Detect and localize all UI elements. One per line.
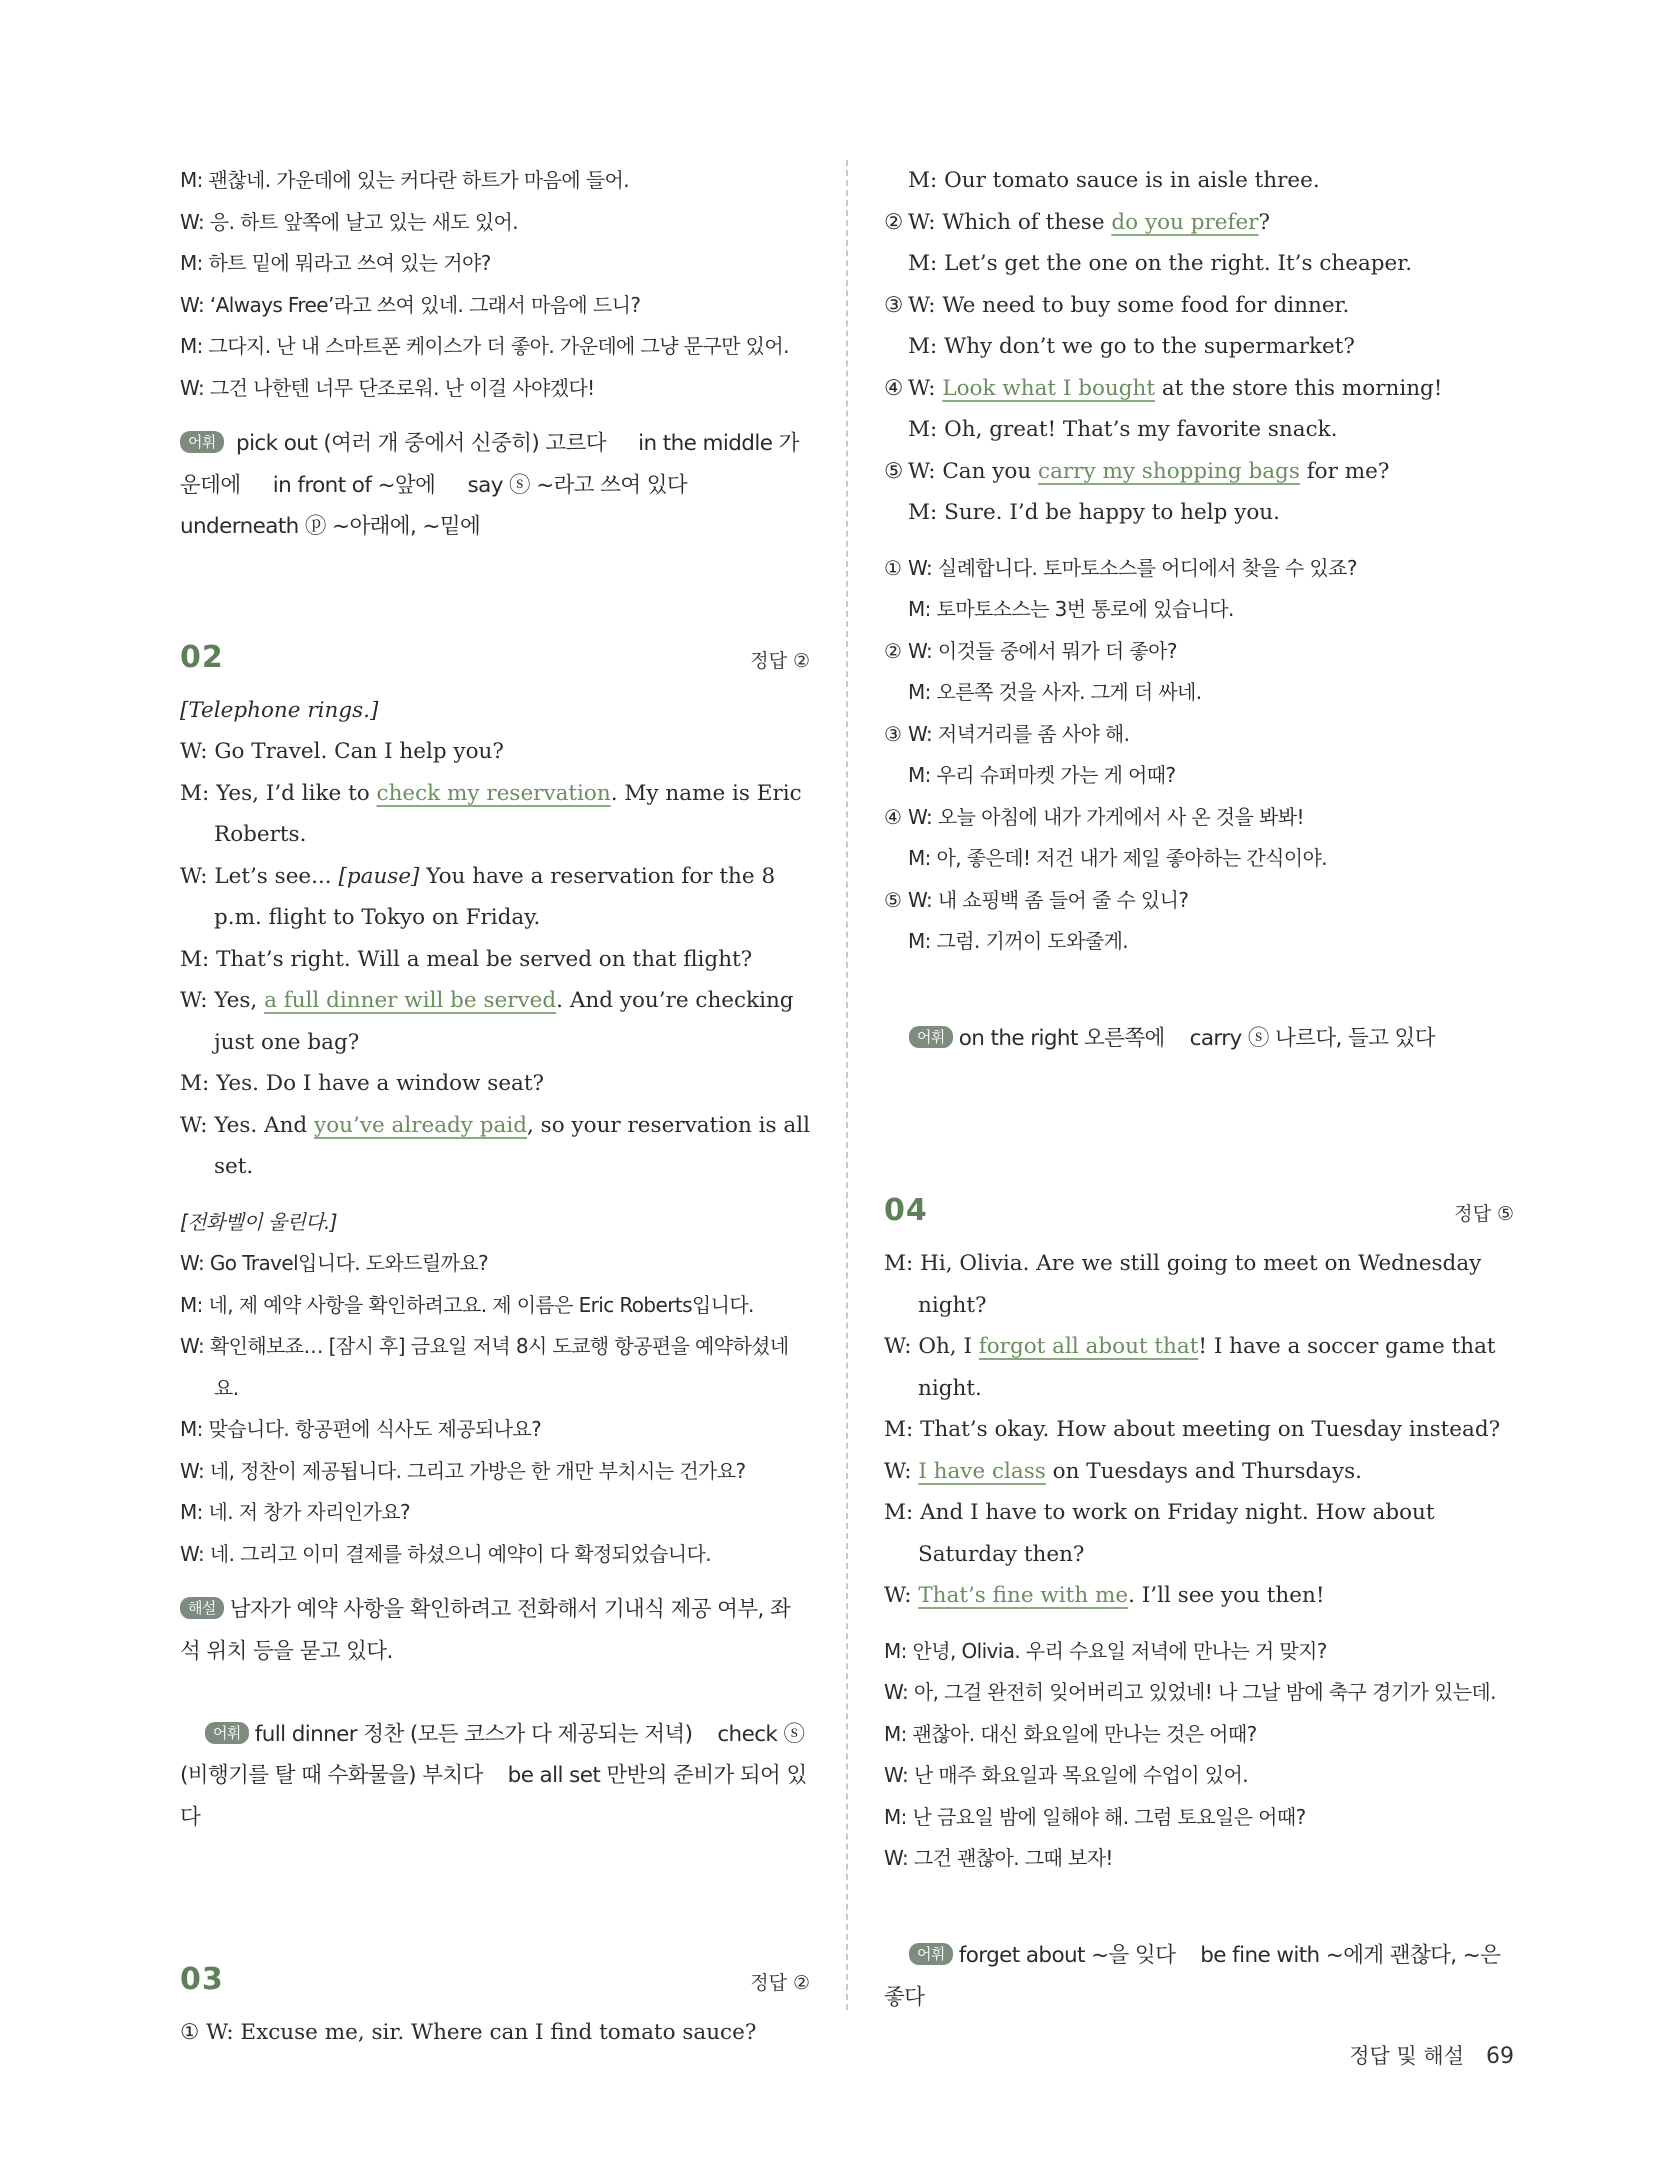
dialogue-text: Let’s see... xyxy=(214,863,339,889)
speaker-label: M: xyxy=(180,780,217,806)
vocab-note-01 xyxy=(180,423,810,548)
dialogue-line xyxy=(180,773,810,856)
dialogue-line xyxy=(884,589,1514,631)
dialogue-text: Yes. Do I have a window seat? xyxy=(216,1071,545,1096)
column-divider xyxy=(846,160,848,2010)
dialogue-text: Yes. And xyxy=(214,1112,315,1138)
vocab-badge: 어휘 xyxy=(205,1722,249,1744)
item-number: ③ xyxy=(884,292,904,318)
dialogue-text: Can you xyxy=(942,458,1039,484)
english-dialogue-03 xyxy=(884,160,1514,534)
english-dialogue-02 xyxy=(180,731,810,1188)
dialogue-text: W: 내 쇼핑백 좀 들어 줄 수 있니? xyxy=(908,887,1189,912)
dialogue-line xyxy=(884,243,1514,285)
dialogue-text: for me? xyxy=(1299,458,1390,484)
korean-dialogue-02 xyxy=(180,1243,810,1575)
korean-dialogue-03 xyxy=(884,548,1514,963)
dialogue-line: M: 맞습니다. 항공편에 식사도 제공되나요? xyxy=(180,1417,542,1441)
dialogue-line xyxy=(884,880,1514,922)
vocab-note-04 xyxy=(884,1894,1514,2060)
dialogue-text: ! I have a soccer game that night. xyxy=(918,1334,1496,1401)
dialogue-line: M: 네, 제 예약 사항을 확인하려고요. 제 이름은 Eric Roberts입니다. xyxy=(180,1292,754,1317)
dialogue-line xyxy=(884,368,1514,410)
dialogue-line xyxy=(884,797,1514,839)
item-number: ③ xyxy=(884,721,902,746)
dialogue-text: . And you’re checking just one bag? xyxy=(214,988,794,1055)
vocab-note-02 xyxy=(180,1672,810,1880)
dialogue-text: Our tomato sauce is in aisle three. xyxy=(944,168,1320,193)
dictation-blank: a full dinner will be served xyxy=(264,988,557,1013)
dialogue-text: Yes, xyxy=(214,988,265,1013)
dialogue-text: ? xyxy=(1258,209,1270,235)
dialogue-line: W: 난 매주 화요일과 목요일에 수업이 있어. xyxy=(884,1763,1248,1787)
speaker-label: W: xyxy=(180,739,215,764)
dialogue-line xyxy=(884,285,1514,327)
dialogue-text: , so your reservation is all set. xyxy=(214,1112,810,1179)
dialogue-line: ① W: Excuse me, sir. Where can I find tomato sauce? xyxy=(180,2019,757,2045)
speaker-label: M: xyxy=(908,168,945,193)
dialogue-line: M: 괜찮아. 대신 화요일에 만나는 것은 어때? xyxy=(884,1721,1257,1746)
answer-label: 정답 ② xyxy=(750,1971,810,1994)
dialogue-line xyxy=(180,939,810,981)
dialogue-line xyxy=(884,755,1514,797)
dialogue-line xyxy=(180,980,810,1063)
item-number: ① xyxy=(884,555,902,580)
dialogue-line: W: ‘Always Free’라고 쓰여 있네. 그래서 마음에 드니? xyxy=(180,292,641,317)
dialogue-line: W: 응. 하트 앞쪽에 날고 있는 새도 있어. xyxy=(180,209,519,234)
dialogue-line: W: Go Travel입니다. 도와드릴까요? xyxy=(180,1251,489,1275)
stage-direction: [Telephone rings.] xyxy=(180,697,379,723)
section-number: 02 xyxy=(180,639,224,675)
dialogue-text: W: 실례합니다. 토마토소스를 어디에서 찾을 수 있죠? xyxy=(908,555,1357,580)
dialogue-line xyxy=(884,1326,1514,1409)
vocab-text: on the right 오른쪽에 carry ⓢ 나르다, 들고 있다 xyxy=(958,1026,1435,1051)
dictation-blank: carry my shopping bags xyxy=(1038,458,1300,484)
answer-label: 정답 ② xyxy=(750,649,810,672)
dialogue-line xyxy=(180,1105,810,1188)
speaker-label: M: xyxy=(908,417,945,442)
dialogue-line xyxy=(884,451,1514,493)
dialogue-text: at the store this morning! xyxy=(1155,375,1443,401)
explanation-badge: 해설 xyxy=(180,1597,224,1619)
speaker-label: W: xyxy=(884,1334,919,1359)
dialogue-line xyxy=(884,326,1514,368)
page-footer xyxy=(1349,2040,1514,2070)
dialogue-line xyxy=(884,160,1514,202)
dialogue-text: Which of these xyxy=(942,209,1112,235)
dialogue-line: W: 네, 정찬이 제공됩니다. 그리고 가방은 한 개만 부치시는 건가요? xyxy=(180,1458,746,1483)
dialogue-text: You have a reservation for the 8 p.m. flight to Tokyo on Friday. xyxy=(214,863,776,930)
page-number: 69 xyxy=(1486,2044,1514,2069)
dictation-blank: Look what I bought xyxy=(942,375,1156,401)
dialogue-text: W: 저녁거리를 좀 사야 해. xyxy=(908,721,1130,746)
dialogue-line: W: 그건 나한텐 너무 단조로워. 난 이걸 사야겠다! xyxy=(180,375,595,400)
dialogue-text: W: 이것들 중에서 뭐가 더 좋아? xyxy=(908,638,1177,663)
dialogue-line xyxy=(884,1451,1514,1493)
dialogue-line: M: 하트 밑에 뭐라고 쓰여 있는 거야? xyxy=(180,251,491,275)
speaker-label: W: xyxy=(180,863,215,889)
dialogue-line: W: 네. 그리고 이미 결제를 하셨으니 예약이 다 확정되었습니다. xyxy=(180,1541,711,1566)
dialogue-text: W: 오늘 아침에 내가 가게에서 사 온 것을 봐봐! xyxy=(908,804,1304,829)
speaker-label: M: xyxy=(180,1071,217,1096)
dialogue-line xyxy=(180,731,810,773)
item-number: ② xyxy=(884,638,902,663)
dialogue-line xyxy=(884,714,1514,756)
footer-label: 정답 및 해설 xyxy=(1349,2044,1464,2068)
dialogue-text: Oh, I xyxy=(918,1334,979,1359)
dictation-blank: forgot all about that xyxy=(978,1334,1199,1359)
speaker-label: W: xyxy=(180,1112,215,1138)
section-number: 04 xyxy=(884,1193,928,1228)
dialogue-text: . I’ll see you then! xyxy=(1128,1583,1325,1608)
item-number: ⑤ xyxy=(884,458,904,484)
english-dialogue-04 xyxy=(884,1243,1514,1617)
vocab-item: say ⓢ ~라고 쓰여 있다 xyxy=(467,472,688,498)
korean-stage-direction: [전화벨이 울린다.] xyxy=(180,1209,337,1234)
vocab-note-03 xyxy=(884,977,1514,1102)
vocab-badge: 어휘 xyxy=(909,1943,953,1965)
vocab-item: in front of ~앞에 xyxy=(272,472,436,498)
dialogue-text: Sure. I’d be happy to help you. xyxy=(944,500,1280,525)
korean-dialogue-01 xyxy=(180,160,810,409)
dialogue-text: on Tuesdays and Thursdays. xyxy=(1045,1458,1363,1484)
speaker-label: M: xyxy=(908,334,945,359)
dialogue-text: M: 아, 좋은데! 저건 내가 제일 좋아하는 간식이야. xyxy=(908,846,1327,870)
vocab-text: full dinner 정찬 (모든 코스가 다 제공되는 저녁) check ⓢ (비행기를 탈 때 수화물을) 부치다 be all set 만반의 준비가 되어 있다 xyxy=(180,1721,811,1830)
dialogue-line: W: 아, 그걸 완전히 잊어버리고 있었네! 나 그날 밤에 축구 경기가 있는데. xyxy=(884,1680,1496,1704)
dialogue-text: We need to buy some food for dinner. xyxy=(942,292,1350,318)
answer-label: 정답 ⑤ xyxy=(1454,1203,1514,1225)
item-number: ② xyxy=(884,209,904,235)
vocab-item: underneath ⓟ ~아래에, ~밑에 xyxy=(180,514,481,539)
dialogue-line xyxy=(884,1492,1514,1575)
dialogue-line xyxy=(884,202,1514,244)
dialogue-line xyxy=(884,631,1514,673)
right-column xyxy=(884,160,1514,2060)
speaker-label: W: xyxy=(908,292,943,318)
speaker-label: M: xyxy=(180,946,217,972)
dialogue-line xyxy=(884,1575,1514,1617)
speaker-label: W: xyxy=(180,988,215,1013)
left-column xyxy=(180,160,810,2053)
dialogue-text: M: 오른쪽 것을 사자. 그게 더 싸네. xyxy=(908,680,1202,704)
dialogue-text: Yes, I’d like to xyxy=(216,780,377,806)
dialogue-line: M: 안녕, Olivia. 우리 수요일 저녁에 만나는 거 맞지? xyxy=(884,1638,1327,1663)
dialogue-line xyxy=(180,1063,810,1105)
vocab-item: pick out (여러 개 중에서 신중히) 고르다 xyxy=(236,431,606,456)
speaker-label: W: xyxy=(884,1583,919,1608)
dialogue-text: That’s right. Will a meal be served on that flight? xyxy=(216,946,753,972)
dialogue-line xyxy=(884,409,1514,451)
dialogue-text: Oh, great! That’s my favorite snack. xyxy=(944,417,1338,442)
speaker-label: W: xyxy=(908,375,943,401)
speaker-label: W: xyxy=(908,209,943,235)
dialogue-line xyxy=(884,838,1514,880)
dialogue-text: . My name is Eric Roberts. xyxy=(214,780,802,847)
speaker-label: M: xyxy=(908,500,945,525)
dialogue-text: Hi, Olivia. Are we still going to meet on Wednesday night? xyxy=(918,1251,1482,1318)
dictation-blank: check my reservation xyxy=(376,780,611,806)
korean-dialogue-04 xyxy=(884,1631,1514,1880)
explanation-text: 남자가 예약 사항을 확인하려고 전화해서 기내식 제공 여부, 좌석 위치 등을 묻고 있다. xyxy=(180,1597,791,1664)
section-header-04 xyxy=(884,1183,1514,1243)
dialogue-text: Let’s get the one on the right. It’s cheaper. xyxy=(944,251,1413,276)
dictation-blank: do you prefer xyxy=(1111,209,1259,235)
section-header-03 xyxy=(180,1952,810,2012)
dialogue-line xyxy=(884,672,1514,714)
item-number: ④ xyxy=(884,804,902,829)
speaker-label: M: xyxy=(884,1251,921,1276)
item-number: ④ xyxy=(884,375,904,401)
dialogue-line xyxy=(884,1243,1514,1326)
speaker-label: M: xyxy=(884,1417,921,1442)
dialogue-text: And I have to work on Friday night. How about Saturday then? xyxy=(918,1500,1435,1567)
dictation-blank: you’ve already paid xyxy=(314,1112,527,1138)
dialogue-line xyxy=(884,492,1514,534)
item-number: ⑤ xyxy=(884,887,902,912)
dialogue-text: Why don’t we go to the supermarket? xyxy=(944,334,1355,359)
dialogue-line xyxy=(884,921,1514,963)
stage-direction: [pause] xyxy=(338,863,420,889)
dictation-blank: That’s fine with me xyxy=(918,1583,1129,1608)
vocab-text: forget about ~을 잊다 be fine with ~에게 괜찮다, ~은 좋다 xyxy=(884,1943,1507,2010)
section-header-02 xyxy=(180,630,810,690)
speaker-label: M: xyxy=(884,1500,921,1525)
explanation-note-02 xyxy=(180,1589,810,1672)
dialogue-line xyxy=(180,856,810,939)
dictation-blank: I have class xyxy=(918,1458,1046,1484)
dialogue-text: Go Travel. Can I help you? xyxy=(214,739,504,764)
speaker-label: M: xyxy=(908,251,945,276)
dialogue-text: That’s okay. How about meeting on Tuesday instead? xyxy=(920,1417,1501,1442)
dialogue-text: M: 그럼. 기꺼이 도와줄게. xyxy=(908,929,1129,953)
dialogue-text: M: 토마토소스는 3번 통로에 있습니다. xyxy=(908,597,1234,621)
dialogue-line: W: 그건 괜찮아. 그때 보자! xyxy=(884,1846,1113,1870)
vocab-badge: 어휘 xyxy=(180,431,224,453)
dialogue-line: M: 네. 저 창가 자리인가요? xyxy=(180,1500,411,1524)
section-number: 03 xyxy=(180,1961,224,1997)
dialogue-line xyxy=(884,548,1514,590)
dialogue-line: M: 그다지. 난 내 스마트폰 케이스가 더 좋아. 가운데에 그냥 문구만 있어. xyxy=(180,334,789,358)
dialogue-line xyxy=(884,1409,1514,1451)
dialogue-line: M: 난 금요일 밤에 일해야 해. 그럼 토요일은 어때? xyxy=(884,1804,1306,1829)
dialogue-line: W: 확인해보죠… [잠시 후] 금요일 저녁 8시 도쿄행 항공편을 예약하셨네요. xyxy=(180,1334,789,1400)
dialogue-text: M: 우리 슈퍼마켓 가는 게 어때? xyxy=(908,763,1176,787)
vocab-item: in the middle 가운데에 xyxy=(180,431,799,498)
speaker-label: W: xyxy=(908,458,943,484)
speaker-label: W: xyxy=(884,1458,919,1484)
vocab-badge: 어휘 xyxy=(909,1026,953,1048)
dialogue-line: M: 괜찮네. 가운데에 있는 커다란 하트가 마음에 들어. xyxy=(180,168,630,192)
